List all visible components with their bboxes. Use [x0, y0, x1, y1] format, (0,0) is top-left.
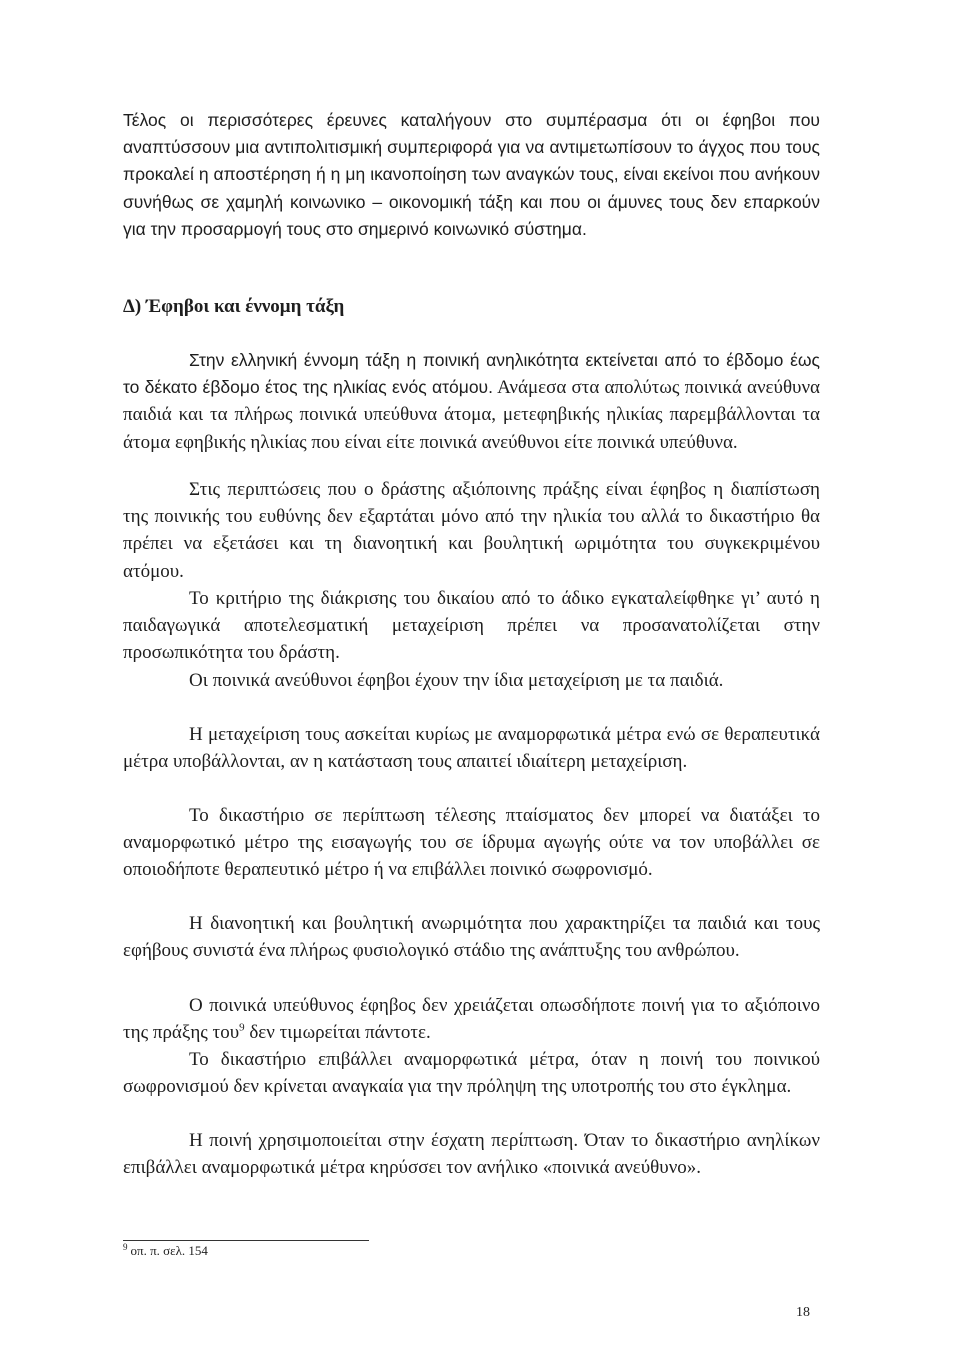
paragraph-2: Στις περιπτώσεις που ο δράστης αξιόποινης πράξης είναι έφηβος η διαπίστωση της ποινικής του ευθύνης δεν εξαρτάται μόνο από την ηλικία του αλλά το δικαστήριο θα πρέπει να εξετάσει και τη διανοητική και βουλητική ωριμότητα του συγκεκριμένου ατόμου. [123, 479, 820, 582]
paragraph-8 [123, 992, 820, 1046]
paragraph-7: Η διανοητική και βουλητική ανωριμότητα που χαρακτηρίζει τα παιδιά και τους εφήβους συνιστά ένα πλήρως φυσιολογικό στάδιο της ανάπτυξης του ανθρώπου. [123, 913, 820, 962]
footnote-divider [123, 1240, 369, 1241]
footnote [123, 1243, 208, 1259]
footnote-reference: 9 [239, 1021, 245, 1034]
intro-paragraph: Τέλος οι περισσότερες έρευνες καταλήγουν στο συμπέρασμα ότι οι έφηβοι που αναπτύσσουν μια αντιπολιτισμική συμπεριφορά για να αντιμετωπίσουν το άγχος που τους προκαλεί η αποστέρηση ή η μη ικανοποίηση των αναγκών τους, είναι εκείνοι που ανήκουν συνήθως σε χαμηλή κοινωνικο – οικονομική τάξη και που οι άμυνες τους δεν επαρκούν για την προσαρμογή τους στο σημερινό κοινωνικό σύστημα. [123, 110, 820, 239]
paragraph-9: Το δικαστήριο επιβάλλει αναμορφωτικά μέτρα, όταν η ποινή του ποινικού σωφρονισμού δεν κρίνεται αναγκαία για την πρόληψη της υποτροπής του στο έγκλημα. [123, 1049, 820, 1098]
page-number: 18 [796, 1305, 810, 1320]
paragraph-8-text-end: δεν τιμωρείται πάντοτε. [244, 1022, 431, 1044]
footnote-mark: 9 [123, 1241, 128, 1252]
paragraph-1 [123, 347, 820, 456]
paragraph-3: Το κριτήριο της διάκρισης του δικαίου από το άδικο εγκαταλείφθηκε γι’ αυτό η παιδαγωγικά αποτελεσματική μεταχείριση πρέπει να προσανατολίζεται στην προσωπικότητα του δράστη. [123, 588, 820, 664]
footnote-text: οπ. π. σελ. 154 [130, 1243, 208, 1258]
paragraph-10: Η ποινή χρησιμοποιείται στην έσχατη περίπτωση. Όταν το δικαστήριο ανηλίκων επιβάλλει αναμορφωτικά μέτρα κηρύσσει τον ανήλικο «ποινικά ανεύθυνο». [123, 1130, 820, 1179]
paragraph-1-continuation: Ανάμεσα στα απολύτως ποινικά ανεύθυνα παιδιά και τα πλήρως ποινικά υπεύθυνα άτομα, μετεφηβικής ηλικίας παρεμβάλλονται τα άτομα εφηβικής ηλικίας που είναι είτε ποινικά ανεύθυνοι είτε ποινικά υπεύθυνα. [123, 377, 820, 453]
paragraph-5: Η μεταχείριση τους ασκείται κυρίως με αναμορφωτικά μέτρα ενώ σε θεραπευτικά μέτρα υποβάλλονται, αν η κατάσταση τους απαιτεί ιδιαίτερη μεταχείριση. [123, 724, 820, 773]
paragraph-6: Το δικαστήριο σε περίπτωση τέλεσης πταίσματος δεν μπορεί να διατάξει το αναμορφωτικό μέτρο της εισαγωγής του σε ίδρυμα αγωγής ούτε να τον υποβάλλει σε οποιοδήποτε θεραπευτικό μέτρο ή να επιβάλλει ποινικό σωφρονισμό. [123, 805, 820, 881]
section-heading: Δ) Έφηβοι και έννομη τάξη [123, 296, 345, 317]
paragraph-4: Οι ποινικά ανεύθυνοι έφηβοι έχουν την ίδια μεταχείριση με τα παιδιά. [189, 670, 724, 691]
paragraph-1-text: Στην ελληνική έννομη τάξη η ποινική ανηλικότητα εκτείνεται από το έβδομο έως το δέκατο έβδομο έτος της ηλικίας ενός ατόμου. [123, 350, 820, 398]
paragraph-8-text: Ο ποινικά υπεύθυνος έφηβος δεν χρειάζεται οπωσδήποτε ποινή για το αξιόποινο της πράξης του [123, 995, 820, 1044]
